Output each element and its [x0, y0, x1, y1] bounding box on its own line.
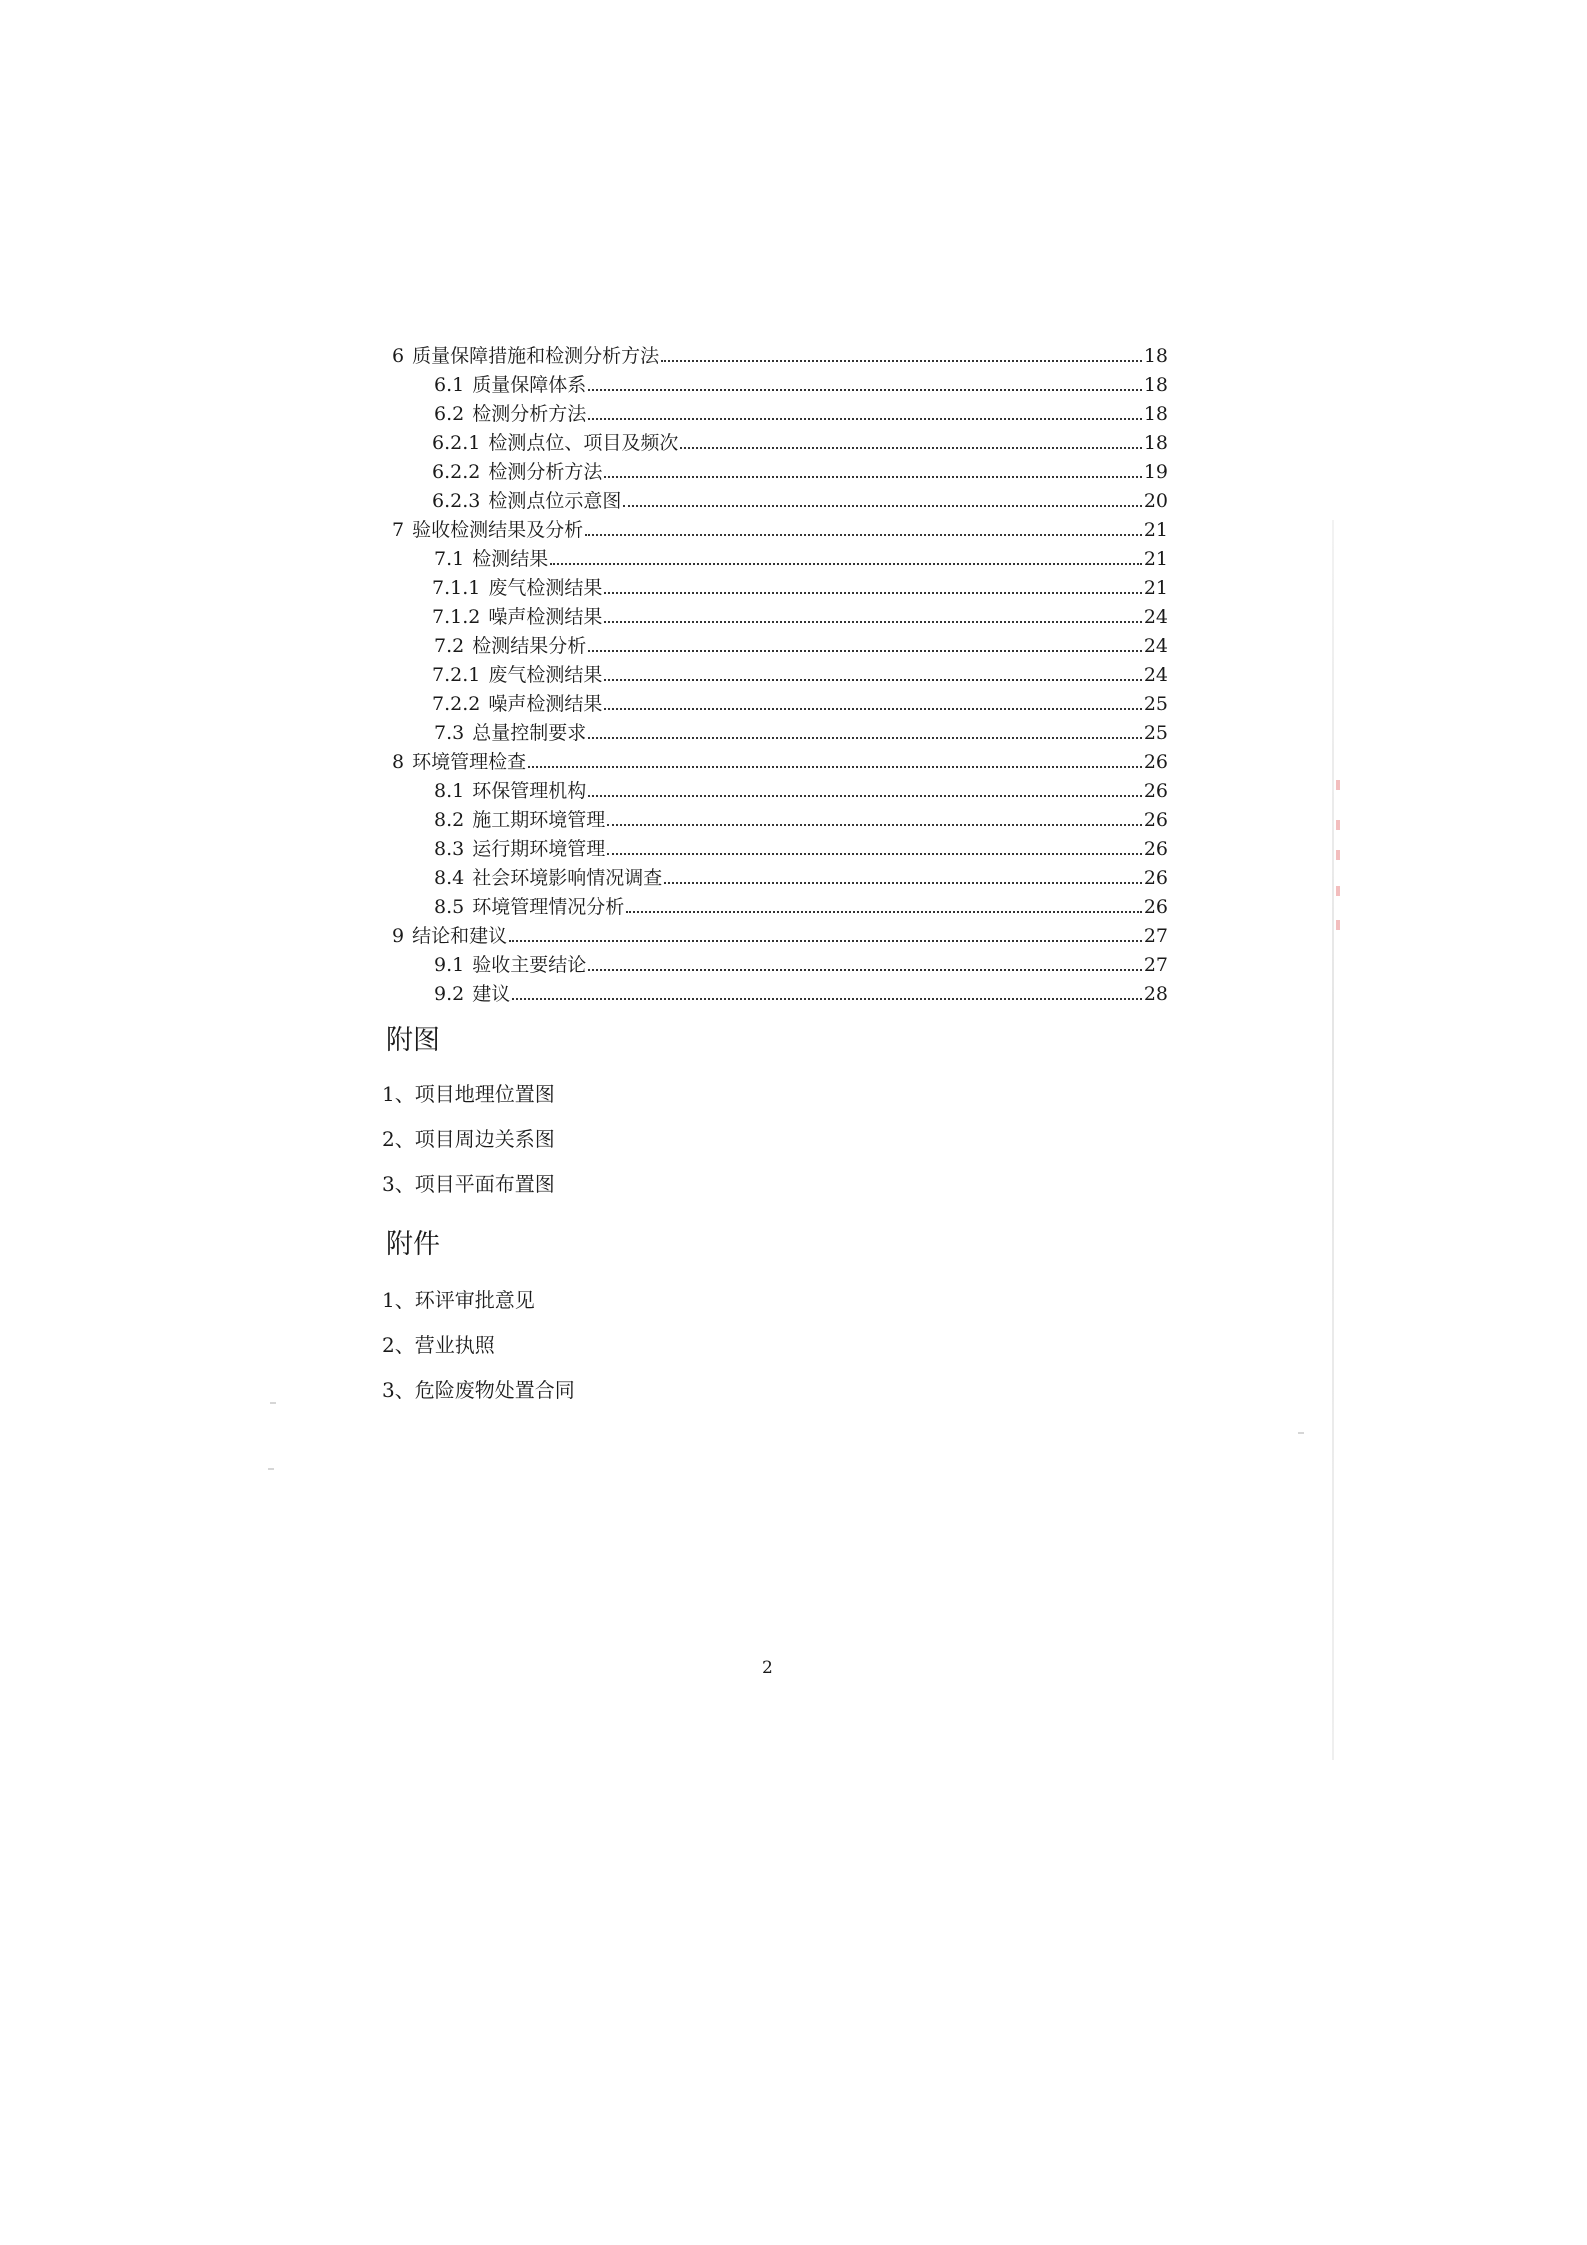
toc-leader-dots — [607, 853, 1142, 855]
toc-leader-dots — [588, 737, 1142, 739]
toc-entry — [386, 657, 1168, 686]
toc-entry-page: 21 — [1143, 548, 1168, 570]
toc-entry-page: 24 — [1143, 635, 1168, 657]
toc-entry — [386, 628, 1168, 657]
toc-leader-dots — [585, 534, 1142, 536]
toc-entry-number: 7.1.2 — [432, 606, 481, 628]
toc-leader-dots — [604, 708, 1141, 710]
toc-leader-dots — [528, 766, 1142, 768]
toc-leader-dots — [604, 621, 1141, 623]
toc-leader-dots — [607, 824, 1142, 826]
figure-item: 3、项目平面布置图 — [382, 1172, 555, 1196]
table-of-contents — [386, 338, 1168, 1005]
toc-entry-title: 验收主要结论 — [472, 954, 587, 976]
toc-entry-page: 28 — [1143, 983, 1168, 1005]
toc-entry-number: 9.2 — [434, 983, 465, 1005]
scan-page-edge — [1332, 520, 1334, 1760]
scan-mark — [1336, 820, 1340, 830]
toc-entry-number: 7.2.2 — [432, 693, 481, 715]
toc-entry-page: 26 — [1143, 896, 1168, 918]
toc-leader-dots — [680, 447, 1141, 449]
toc-entry-number: 8.4 — [434, 867, 465, 889]
toc-entry-page: 21 — [1143, 519, 1168, 541]
toc-entry — [386, 367, 1168, 396]
toc-entry-page: 21 — [1143, 577, 1168, 599]
toc-entry-number: 6.1 — [434, 374, 465, 396]
scan-mark — [1336, 850, 1340, 860]
attachment-item: 2、营业执照 — [382, 1333, 495, 1357]
scan-mark — [1336, 886, 1340, 896]
toc-entry-page: 26 — [1143, 838, 1168, 860]
attachments-heading: 附件 — [386, 1229, 440, 1260]
toc-leader-dots — [588, 650, 1142, 652]
toc-entry-page: 26 — [1143, 867, 1168, 889]
toc-entry — [386, 744, 1168, 773]
toc-entry-page: 24 — [1143, 606, 1168, 628]
toc-entry-page: 24 — [1143, 664, 1168, 686]
toc-entry-title: 噪声检测结果 — [488, 606, 603, 628]
toc-entry — [386, 483, 1168, 512]
toc-leader-dots — [588, 389, 1142, 391]
toc-entry-title: 社会环境影响情况调查 — [472, 867, 663, 889]
toc-entry — [386, 918, 1168, 947]
toc-entry-title: 施工期环境管理 — [472, 809, 606, 831]
toc-entry-number: 7.3 — [434, 722, 465, 744]
toc-entry-page: 25 — [1143, 722, 1168, 744]
toc-entry — [386, 338, 1168, 367]
toc-entry-title: 运行期环境管理 — [472, 838, 606, 860]
toc-leader-dots — [604, 679, 1141, 681]
toc-entry-title: 环境管理检查 — [412, 751, 527, 773]
toc-entry-title: 总量控制要求 — [472, 722, 587, 744]
toc-entry-number: 8.2 — [434, 809, 465, 831]
toc-entry-title: 环保管理机构 — [472, 780, 587, 802]
scan-speck — [268, 1468, 274, 1470]
toc-leader-dots — [626, 911, 1142, 913]
toc-entry-number: 8.3 — [434, 838, 465, 860]
toc-leader-dots — [623, 505, 1141, 507]
toc-entry-title: 质量保障措施和检测分析方法 — [412, 345, 660, 367]
toc-entry — [386, 541, 1168, 570]
scan-speck — [270, 1402, 276, 1404]
toc-entry — [386, 947, 1168, 976]
toc-entry-page: 18 — [1143, 403, 1168, 425]
figures-heading: 附图 — [386, 1025, 440, 1056]
toc-entry-title: 检测点位示意图 — [488, 490, 622, 512]
toc-entry-number: 7 — [392, 519, 405, 541]
toc-leader-dots — [588, 418, 1142, 420]
toc-entry-page: 26 — [1143, 780, 1168, 802]
toc-entry — [386, 831, 1168, 860]
toc-entry — [386, 454, 1168, 483]
toc-entry-number: 6.2.1 — [432, 432, 481, 454]
toc-leader-dots — [604, 592, 1141, 594]
toc-entry-title: 噪声检测结果 — [488, 693, 603, 715]
toc-entry-number: 8 — [392, 751, 405, 773]
toc-entry-number: 7.1 — [434, 548, 465, 570]
toc-entry-title: 检测分析方法 — [488, 461, 603, 483]
scan-speck — [1298, 1432, 1304, 1434]
toc-entry — [386, 570, 1168, 599]
toc-entry — [386, 599, 1168, 628]
toc-entry-page: 27 — [1143, 954, 1168, 976]
toc-entry-title: 废气检测结果 — [488, 664, 603, 686]
toc-leader-dots — [550, 563, 1142, 565]
toc-entry-title: 废气检测结果 — [488, 577, 603, 599]
toc-entry-number: 9 — [392, 925, 405, 947]
toc-entry-page: 26 — [1143, 809, 1168, 831]
toc-entry-title: 检测分析方法 — [472, 403, 587, 425]
toc-entry-number: 8.5 — [434, 896, 465, 918]
toc-leader-dots — [588, 795, 1142, 797]
figure-item: 2、项目周边关系图 — [382, 1127, 555, 1151]
toc-entry — [386, 715, 1168, 744]
toc-entry — [386, 396, 1168, 425]
toc-entry-title: 检测结果 — [472, 548, 549, 570]
toc-entry-title: 检测点位、项目及频次 — [488, 432, 679, 454]
toc-entry-title: 检测结果分析 — [472, 635, 587, 657]
toc-entry — [386, 773, 1168, 802]
toc-leader-dots — [512, 998, 1142, 1000]
toc-entry-title: 验收检测结果及分析 — [412, 519, 584, 541]
toc-leader-dots — [509, 940, 1142, 942]
toc-entry-number: 7.1.1 — [432, 577, 481, 599]
attachment-item: 1、环评审批意见 — [382, 1288, 535, 1312]
toc-entry-page: 27 — [1143, 925, 1168, 947]
toc-leader-dots — [661, 360, 1142, 362]
toc-entry-number: 7.2.1 — [432, 664, 481, 686]
toc-entry-number: 6.2 — [434, 403, 465, 425]
figure-item: 1、项目地理位置图 — [382, 1082, 555, 1106]
toc-leader-dots — [664, 882, 1142, 884]
toc-entry-page: 18 — [1143, 432, 1168, 454]
toc-entry — [386, 686, 1168, 715]
toc-entry-number: 8.1 — [434, 780, 465, 802]
toc-entry-number: 9.1 — [434, 954, 465, 976]
toc-entry-title: 环境管理情况分析 — [472, 896, 625, 918]
toc-entry — [386, 802, 1168, 831]
toc-entry-page: 19 — [1143, 461, 1168, 483]
toc-entry — [386, 889, 1168, 918]
toc-entry-title: 建议 — [472, 983, 511, 1005]
toc-entry — [386, 976, 1168, 1005]
toc-entry-title: 结论和建议 — [412, 925, 508, 947]
toc-entry-page: 18 — [1143, 345, 1168, 367]
toc-entry-page: 25 — [1143, 693, 1168, 715]
toc-entry-number: 6 — [392, 345, 405, 367]
toc-entry-page: 26 — [1143, 751, 1168, 773]
page-number: 2 — [762, 1658, 773, 1678]
scan-mark — [1336, 780, 1340, 790]
toc-entry-number: 6.2.3 — [432, 490, 481, 512]
toc-entry-page: 18 — [1143, 374, 1168, 396]
toc-entry-page: 20 — [1143, 490, 1168, 512]
toc-entry — [386, 512, 1168, 541]
toc-entry-number: 7.2 — [434, 635, 465, 657]
toc-entry — [386, 425, 1168, 454]
toc-entry — [386, 860, 1168, 889]
attachment-item: 3、危险废物处置合同 — [382, 1378, 575, 1402]
toc-entry-number: 6.2.2 — [432, 461, 481, 483]
toc-entry-title: 质量保障体系 — [472, 374, 587, 396]
toc-leader-dots — [588, 969, 1142, 971]
scan-mark — [1336, 920, 1340, 930]
toc-leader-dots — [604, 476, 1141, 478]
